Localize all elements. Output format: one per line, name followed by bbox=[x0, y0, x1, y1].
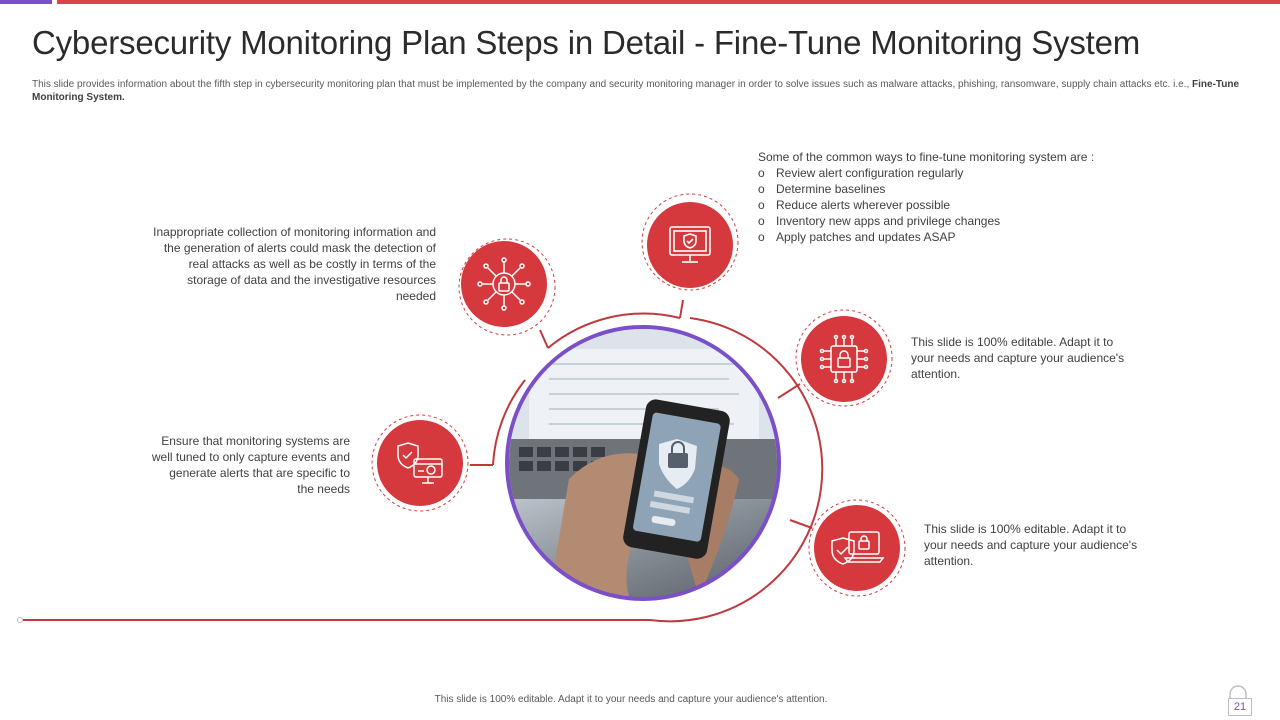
page-title: Cybersecurity Monitoring Plan Steps in Detail - Fine-Tune Monitoring System bbox=[32, 24, 1141, 61]
laptop-shield-lock-icon bbox=[814, 505, 900, 591]
fine-tune-list bbox=[758, 165, 1158, 245]
center-photo bbox=[505, 325, 781, 601]
monitor-shield-icon bbox=[647, 202, 733, 288]
text-block-middle-right: This slide is 100% editable. Adapt it to your needs and capture your audience's attention. bbox=[911, 335, 1125, 381]
subtitle-text: This slide provides information about the fifth step in cybersecurity monitoring plan that must be implemented by the company and security monitoring manager in order to solve issues such as malware attacks, phishing, ransomware, supply chain attacks etc. i.e., bbox=[32, 79, 1193, 90]
network-lock-icon bbox=[461, 241, 547, 327]
list-item: o Determine baselines bbox=[758, 182, 886, 196]
footer-note: This slide is 100% editable. Adapt it to your needs and capture your audience's attention. bbox=[434, 694, 828, 705]
chip-lock-icon bbox=[801, 316, 887, 402]
list-item: o Apply patches and updates ASAP bbox=[758, 230, 956, 244]
list-item: o Review alert configuration regularly bbox=[758, 166, 964, 180]
baseline-start-dot bbox=[18, 618, 23, 623]
text-block-top-left: Inappropriate collection of monitoring information and the generation of alerts could mask the detection of real attacks as well as be costly in terms of the storage of data and the investigative resources needed bbox=[153, 225, 436, 303]
text-block-top-right bbox=[758, 149, 1158, 245]
text-block-bottom-left: Ensure that monitoring systems are well tuned to only capture events and generate alerts that are specific to the needs bbox=[151, 434, 350, 496]
subtitle-bold: Fine-Tune Monitoring System. bbox=[32, 79, 1240, 103]
top-right-intro: Some of the common ways to fine-tune monitoring system are : bbox=[758, 150, 1095, 164]
text-block-bottom-right: This slide is 100% editable. Adapt it to your needs and capture your audience's attention. bbox=[924, 522, 1138, 568]
shield-payment-icon bbox=[377, 420, 463, 506]
page-number: 21 bbox=[1228, 698, 1252, 716]
list-item: o Reduce alerts wherever possible bbox=[758, 198, 951, 212]
list-item: o Inventory new apps and privilege changes bbox=[758, 214, 1001, 228]
